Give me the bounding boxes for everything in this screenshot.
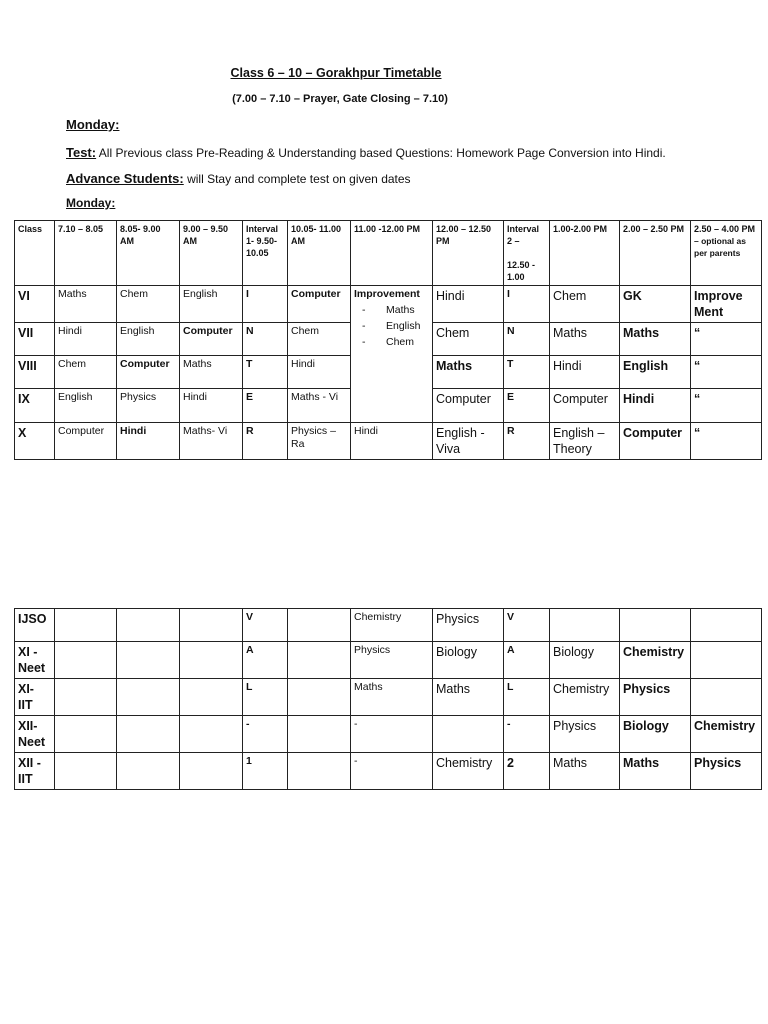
table-cell: “ (691, 389, 762, 423)
interval-cell: E (243, 389, 288, 423)
header-period-9-time: 2.50 – 4.00 PM (694, 224, 756, 234)
table-cell: Maths (620, 323, 691, 356)
table-cell: Maths (180, 356, 243, 389)
header-period-9 (691, 221, 762, 286)
class-cell: VIII (15, 356, 55, 389)
page-subtitle: (7.00 – 7.10 – Prayer, Gate Closing – 7.10) (232, 93, 448, 105)
table-cell: Hindi (117, 423, 180, 460)
table-row (15, 286, 762, 323)
table-row (15, 423, 762, 460)
table-cell: Hindi (351, 423, 433, 460)
day-heading-2 (66, 196, 115, 210)
class-cell: XI- IIT (15, 679, 55, 716)
interval-cell: 1 (243, 753, 288, 790)
interval-cell: I (243, 286, 288, 323)
table-cell: Maths (550, 323, 620, 356)
interval-cell: A (243, 642, 288, 679)
table-cell: “ (691, 423, 762, 460)
header-interval-2-time: 12.50 - 1.00 (507, 260, 536, 282)
table-cell: Chemistry (550, 679, 620, 716)
class-cell: XI - Neet (15, 642, 55, 679)
day-heading-2-text: Monday: (66, 196, 116, 210)
table-cell: Hindi (433, 286, 504, 323)
table-cell: English (55, 389, 117, 423)
header-period-6: 12.00 – 12.50 PM (433, 221, 504, 286)
table-cell (180, 609, 243, 642)
table-cell (117, 609, 180, 642)
header-period-9-note: – optional as per parents (694, 236, 746, 258)
table-cell: Physics (433, 609, 504, 642)
table-cell: Hindi (620, 389, 691, 423)
table-cell: Hindi (288, 356, 351, 389)
table-cell: Computer (550, 389, 620, 423)
table-cell: Chemistry (433, 753, 504, 790)
class-cell: VI (15, 286, 55, 323)
table-cell (288, 716, 351, 753)
interval-cell: E (504, 389, 550, 423)
table-row (15, 679, 762, 716)
table-cell: - (351, 716, 433, 753)
table-cell: Physics (550, 716, 620, 753)
test-text: All Previous class Pre-Reading & Understanding based Questions: Homework Page Conversion into Hindi. (96, 146, 666, 160)
class-cell: XII - IIT (15, 753, 55, 790)
table-cell (288, 642, 351, 679)
interval-cell: I (504, 286, 550, 323)
table-cell: Biology (620, 716, 691, 753)
table-cell (55, 753, 117, 790)
table-cell (288, 609, 351, 642)
interval-cell: A (504, 642, 550, 679)
table-cell: Improve Ment (691, 286, 762, 323)
table-row (15, 716, 762, 753)
table-cell: Computer (288, 286, 351, 323)
page-title: Class 6 – 10 – Gorakhpur Timetable (230, 66, 442, 80)
table-cell: Computer (180, 323, 243, 356)
test-label: Test: (66, 145, 97, 160)
table-cell: Physics – Ra (288, 423, 351, 460)
table-cell: English - Viva (433, 423, 504, 460)
interval-cell: R (504, 423, 550, 460)
table-cell: Maths (620, 753, 691, 790)
advance-text: will Stay and complete test on given dates (183, 172, 411, 186)
table-cell: Physics (691, 753, 762, 790)
table-cell: Physics (620, 679, 691, 716)
header-row (15, 221, 762, 286)
header-period-4: 10.05- 11.00 AM (288, 221, 351, 286)
table-cell: Computer (117, 356, 180, 389)
timetable-class-6-10 (14, 220, 762, 460)
improvement-cell (351, 286, 433, 423)
table-cell (288, 753, 351, 790)
table-cell (180, 716, 243, 753)
interval-cell: N (504, 323, 550, 356)
interval-cell: V (504, 609, 550, 642)
table-cell (55, 716, 117, 753)
table-cell: Maths (433, 679, 504, 716)
timetable-senior-batches (14, 608, 762, 790)
class-cell: IJSO (15, 609, 55, 642)
table-cell (433, 716, 504, 753)
table-cell: Chem (117, 286, 180, 323)
table-cell: Biology (550, 642, 620, 679)
table-cell: Computer (433, 389, 504, 423)
improvement-list (354, 302, 429, 350)
header-period-7: 1.00-2.00 PM (550, 221, 620, 286)
table-cell: Maths - Vi (288, 389, 351, 423)
table-cell: English – Theory (550, 423, 620, 460)
header-interval-1: Interval 1- 9.50- 10.05 (243, 221, 288, 286)
table-cell (117, 716, 180, 753)
table-cell: GK (620, 286, 691, 323)
table-cell: Hindi (55, 323, 117, 356)
class-cell: XII- Neet (15, 716, 55, 753)
class-cell: IX (15, 389, 55, 423)
table-cell (691, 679, 762, 716)
advance-students-line (66, 171, 411, 186)
day-heading-1 (66, 117, 119, 132)
table-cell (180, 753, 243, 790)
table-cell (55, 609, 117, 642)
table-cell (550, 609, 620, 642)
table-cell: Maths (351, 679, 433, 716)
list-item: - Maths (354, 302, 429, 318)
table-cell (288, 679, 351, 716)
interval-cell: - (243, 716, 288, 753)
table-cell: Chemistry (691, 716, 762, 753)
table-cell: “ (691, 323, 762, 356)
table-row (15, 642, 762, 679)
interval-cell: T (243, 356, 288, 389)
class-cell: X (15, 423, 55, 460)
table-cell: Computer (620, 423, 691, 460)
table-cell (180, 642, 243, 679)
header-period-5: 11.00 -12.00 PM (351, 221, 433, 286)
table-cell: Maths- Vi (180, 423, 243, 460)
table-cell (620, 609, 691, 642)
table-cell: English (620, 356, 691, 389)
table-cell (117, 679, 180, 716)
header-class: Class (15, 221, 55, 286)
table-cell: “ (691, 356, 762, 389)
table-cell (117, 642, 180, 679)
improvement-title: Improvement (354, 288, 420, 300)
header-period-2: 8.05- 9.00 AM (117, 221, 180, 286)
table-cell (117, 753, 180, 790)
table-cell: Chem (288, 323, 351, 356)
table-cell: Chem (550, 286, 620, 323)
interval-cell: L (243, 679, 288, 716)
day-heading-1-text: Monday: (66, 117, 120, 132)
table-cell (180, 679, 243, 716)
table-cell: Physics (117, 389, 180, 423)
table-cell: - (351, 753, 433, 790)
table-cell (691, 609, 762, 642)
table-cell: Chemistry (351, 609, 433, 642)
table-cell: Chemistry (620, 642, 691, 679)
class-cell: VII (15, 323, 55, 356)
advance-label: Advance Students: (66, 171, 184, 186)
table-cell: Physics (351, 642, 433, 679)
interval-cell: - (504, 716, 550, 753)
table-cell (691, 642, 762, 679)
table-cell: Hindi (550, 356, 620, 389)
header-period-1: 7.10 – 8.05 (55, 221, 117, 286)
table-cell: Biology (433, 642, 504, 679)
table-cell: English (117, 323, 180, 356)
interval-cell: R (243, 423, 288, 460)
table-cell: Maths (550, 753, 620, 790)
interval-cell: L (504, 679, 550, 716)
header-interval-2 (504, 221, 550, 286)
test-line (66, 145, 666, 160)
table-cell: Computer (55, 423, 117, 460)
interval-cell: N (243, 323, 288, 356)
table-cell: Hindi (180, 389, 243, 423)
list-item: - English (354, 318, 429, 334)
table-cell: Maths (55, 286, 117, 323)
table-cell (55, 679, 117, 716)
interval-cell: V (243, 609, 288, 642)
table-cell: English (180, 286, 243, 323)
list-item: - Chem (354, 334, 429, 350)
table-cell: Chem (55, 356, 117, 389)
table-cell (55, 642, 117, 679)
table-cell: Maths (433, 356, 504, 389)
interval-cell: T (504, 356, 550, 389)
interval-cell: 2 (504, 753, 550, 790)
header-period-8: 2.00 – 2.50 PM (620, 221, 691, 286)
header-interval-2-label: Interval 2 – (507, 224, 540, 246)
header-period-3: 9.00 – 9.50 AM (180, 221, 243, 286)
table-cell: Chem (433, 323, 504, 356)
table-row (15, 753, 762, 790)
table-row (15, 609, 762, 642)
